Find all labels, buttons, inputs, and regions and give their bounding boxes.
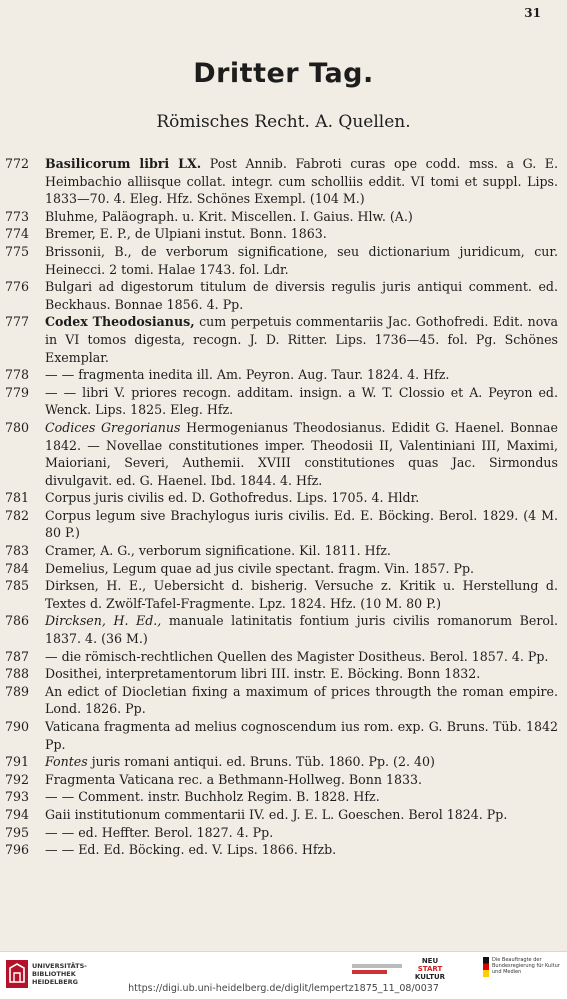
entry-number: 789: [5, 683, 30, 699]
entry-text: [45, 560, 558, 578]
entry-text: [45, 278, 558, 313]
catalog-entry: [5, 824, 558, 842]
catalog-entry: [5, 507, 558, 542]
entry-body: cum perpetuis commentariis Jac. Gothofredi. Edit. nova in VI tomos digesta, recogn. J. D. Ritter. Lips. 1736—45. fol. Pg. Schönes Exemplar.: [45, 314, 558, 365]
partner-bar: [352, 964, 402, 968]
entry-title-bold: Basilicorum libri LX.: [45, 156, 202, 171]
entry-text: [45, 612, 558, 647]
partner-bar-accent: [352, 970, 387, 974]
entry-number: 783: [5, 543, 30, 559]
entry-body: — die römisch-rechtlichen Quellen des Magister Dositheus. Berol. 1857. 4. Pp.: [45, 648, 549, 664]
catalog-entry: [5, 683, 558, 718]
catalog-entry: [5, 225, 558, 243]
catalog-entry: [5, 648, 558, 666]
entry-number: 773: [5, 208, 30, 224]
entry-number: 784: [5, 560, 30, 576]
entry-body: — — Comment. instr. Buchholz Regim. B. 1828. Hfz.: [45, 789, 380, 805]
catalog-entry: [5, 313, 558, 366]
entry-text: [45, 225, 558, 243]
entry-number: 787: [5, 648, 30, 664]
catalog-entry: [5, 718, 558, 753]
entry-body: Bremer, E. P., de Ulpiani instut. Bonn. 1863.: [45, 226, 327, 242]
entry-body: Corpus juris civilis ed. D. Gothofredus. Lips. 1705. 4. Hldr.: [45, 490, 420, 506]
catalog-entry: [5, 753, 558, 771]
entry-body: Gaii institutionum commentarii IV. ed. J. E. L. Goeschen. Berol 1824. Pp.: [45, 806, 508, 822]
entry-text: [45, 648, 558, 666]
entry-body: Hermogenianus Theodosianus. Edidit G. Haenel. Bonnae 1842. — Novellae constitutiones imper. Theodosii II, Valentiniani III, Maximi, Maioriani, Severi, Authemii. XVIII constitutiones quas Jac. Sirmondus divulgavit. ed. G. Haenel. Ibd. 1844. 4. Hfz.: [45, 419, 559, 488]
neustart-kultur-logo: [414, 957, 446, 981]
partner-logo: [352, 961, 402, 974]
neustart-line-3: KULTUR: [414, 973, 446, 981]
entry-title-italic: Fontes: [45, 754, 88, 770]
entry-body: juris romani antiqui. ed. Bruns. Tüb. 1860. Pp. (2. 40): [87, 754, 435, 770]
entry-body: — — libri V. priores recogn. additam. insign. a W. T. Clossio et A. Peyron ed. Wenck. Lips. 1825. Eleg. Hfz.: [45, 384, 558, 418]
entry-number: 795: [5, 824, 30, 840]
entry-body: manuale latinitatis fontium juris civilis romanorum Berol. 1837. 4. (36 M.): [45, 613, 558, 647]
entry-text: [45, 419, 558, 489]
entry-text: [45, 366, 558, 384]
entry-number: 775: [5, 243, 30, 259]
library-name-text: UNIVERSITÄTS- BIBLIOTHEK HEIDELBERG: [32, 962, 87, 986]
catalog-entry: [5, 577, 558, 612]
permalink-url[interactable]: https://digi.ub.uni-heidelberg.de/diglit/lempertz1875_11_08/0037: [128, 983, 439, 994]
entry-text: [45, 665, 558, 683]
entry-text: [45, 788, 558, 806]
entry-body: An edict of Diocletian fixing a maximum of prices througth the roman empire. Lond. 1826. Pp.: [45, 683, 558, 717]
entry-text: [45, 243, 558, 278]
entry-text: [45, 806, 558, 824]
catalog-entry: [5, 243, 558, 278]
entry-body: Bluhme, Paläograph. u. Krit. Miscellen. I. Gaius. Hlw. (A.): [45, 208, 413, 224]
entry-text: [45, 841, 558, 859]
entry-text: [45, 718, 558, 753]
entry-list: [5, 155, 558, 859]
bkm-logo: [483, 957, 562, 977]
neustart-line-1: NEU: [421, 957, 439, 965]
bkm-label: Die Beauftragte der Bundesregierung für Kultur und Medien: [492, 957, 560, 975]
entry-number: 791: [5, 754, 30, 770]
catalog-entry: [5, 542, 558, 560]
entry-body: Cramer, A. G., verborum significatione. Kil. 1811. Hfz.: [45, 543, 391, 559]
entry-text: [45, 384, 558, 419]
entry-text: [45, 313, 558, 366]
catalog-entry: [5, 489, 558, 507]
entry-number: 777: [5, 314, 30, 330]
neustart-line-2: START: [417, 965, 443, 973]
entry-number: 790: [5, 719, 30, 734]
entry-body: Demelius, Legum quae ad jus civile spectant. fragm. Vin. 1857. Pp.: [45, 560, 475, 576]
entry-number: 778: [5, 367, 30, 383]
catalog-entry: [5, 560, 558, 578]
entry-number: 781: [5, 490, 30, 506]
entry-text: [45, 507, 558, 542]
entry-title-italic: Codices Gregorianus: [45, 419, 181, 435]
catalog-entry: [5, 806, 558, 824]
entry-text: [45, 208, 558, 226]
catalog-entry: [5, 419, 558, 489]
entry-number: 774: [5, 226, 30, 242]
catalog-entry: [5, 384, 558, 419]
viewer-footer: [0, 951, 567, 999]
entry-body: — — Ed. Ed. Böcking. ed. V. Lips. 1866. Hfzb.: [45, 842, 337, 858]
catalog-entry: [5, 278, 558, 313]
entry-title-bold: Codex Theodosianus,: [45, 314, 195, 330]
entry-number: 796: [5, 842, 30, 858]
entry-number: 786: [5, 613, 30, 629]
entry-number: 780: [5, 419, 30, 435]
entry-body: Corpus legum sive Brachylogus iuris civilis. Ed. E. Böcking. Berol. 1829. (4 M. 80 P.): [45, 507, 558, 541]
catalog-entry: [5, 155, 558, 208]
catalog-entry: [5, 771, 558, 789]
entry-text: [45, 577, 558, 612]
entry-text: [45, 771, 558, 789]
entry-number: 788: [5, 666, 30, 682]
catalog-entry: [5, 841, 558, 859]
entry-text: [45, 542, 558, 560]
entry-body: Fragmenta Vaticana rec. a Bethmann-Hollweg. Bonn 1833.: [45, 771, 423, 787]
entry-number: 782: [5, 507, 30, 523]
entry-text: [45, 683, 558, 718]
entry-body: — — fragmenta inedita ill. Am. Peyron. Aug. Taur. 1824. 4. Hfz.: [45, 367, 450, 383]
entry-number: 779: [5, 384, 30, 400]
entry-text: [45, 155, 558, 208]
entry-body: Brissonii, B., de verborum significatione, seu dictionarium juridicum, cur. Heinecci. 2 tomi. Halae 1743. fol. Ldr.: [45, 243, 558, 277]
entry-number: 776: [5, 279, 30, 295]
catalog-entry: [5, 208, 558, 226]
entry-body: Vaticana fragmenta ad melius cognoscendum ius rom. exp. G. Bruns. Tüb. 1842 Pp.: [45, 719, 558, 752]
entry-number: 772: [5, 156, 30, 171]
entry-body: Dosithei, interpretamentorum libri III. instr. E. Böcking. Bonn 1832.: [45, 666, 481, 682]
catalog-entry: [5, 612, 558, 647]
entry-body: Dirksen, H. E., Uebersicht d. bisherig. Versuche z. Kritik u. Herstellung d. Textes d. Zwölf-Tafel-Fragmente. Lpz. 1824. Hfz. (10 M. 80 P.): [45, 578, 558, 611]
entry-number: 793: [5, 789, 30, 805]
entry-text: [45, 489, 558, 507]
german-flag-icon: [483, 957, 489, 977]
entry-body: — — ed. Heffter. Berol. 1827. 4. Pp.: [45, 824, 274, 840]
entry-text: [45, 824, 558, 842]
page-number: 31: [524, 6, 541, 20]
catalog-entry: [5, 366, 558, 384]
entry-number: 792: [5, 771, 30, 787]
entry-text: [45, 753, 558, 771]
entry-number: 794: [5, 806, 30, 822]
page-heading: Dritter Tag.: [193, 58, 374, 89]
entry-number: 785: [5, 578, 30, 594]
entry-title-italic: Dircksen, H. Ed.,: [45, 613, 162, 629]
catalog-entry: [5, 665, 558, 683]
section-subheading: Römisches Recht. A. Quellen.: [156, 112, 411, 132]
entry-body: Post Annib. Fabroti curas ope codd. mss. a G. E. Heimbachio alliisque collat. integr. cum scholliis eddit. VI tomi et suppl. Lips. 1833—70. 4. Eleg. Hfz. Schönes Exempl. (104 M.): [45, 156, 558, 207]
catalog-entry: [5, 788, 558, 806]
entry-body: Bulgari ad digestorum titulum de diversis regulis juris antiqui comment. ed. Beckhaus. Bonnae 1856. 4. Pp.: [45, 279, 558, 312]
